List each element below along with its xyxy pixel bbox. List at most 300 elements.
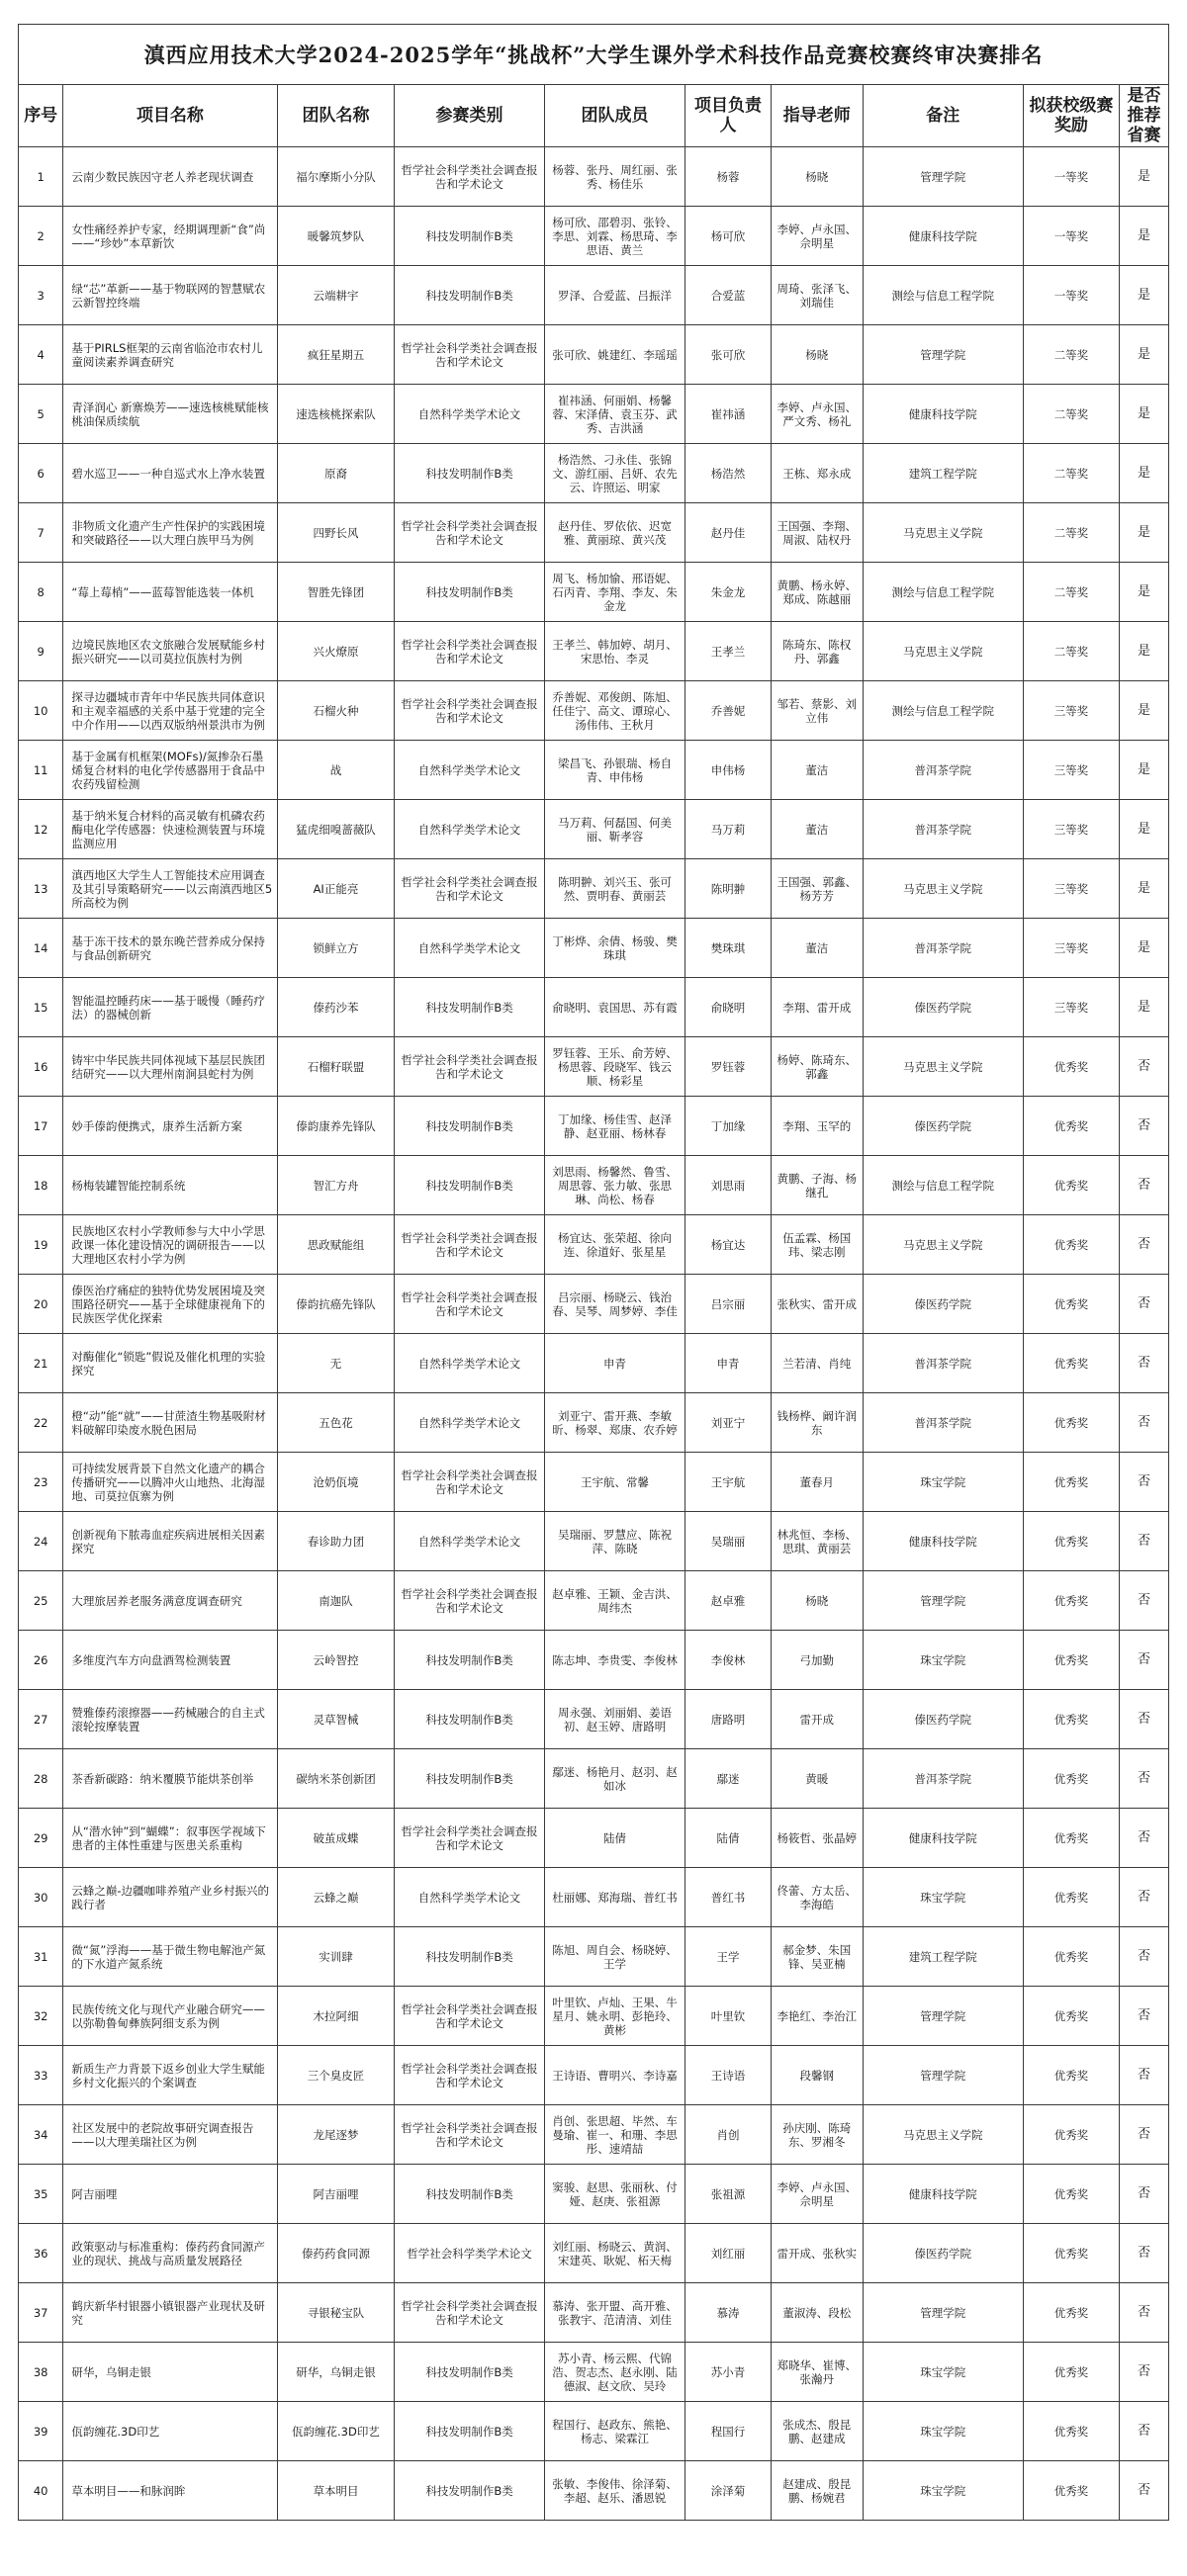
cell-remarks: 测绘与信息工程学院	[863, 266, 1023, 325]
cell-category: 哲学社会科学类社会调查报告和学术论文	[395, 1453, 544, 1512]
cell-project-name: 非物质文化遗产生产性保护的实践困境和突破路径——以大理白族甲马为例	[63, 503, 277, 563]
cell-team-name: 原裔	[277, 444, 395, 503]
cell-remarks: 傣医药学院	[863, 1690, 1023, 1749]
cell-category: 科技发明制作B类	[395, 1156, 544, 1215]
cell-category: 哲学社会科学类社会调查报告和学术论文	[395, 2283, 544, 2343]
cell-category: 自然科学类学术论文	[395, 741, 544, 800]
table-row	[19, 2283, 1169, 2343]
cell-members: 杜丽娜、郑海瑞、普红书	[544, 1868, 685, 1927]
cell-advisor: 李婷、卢永国、佘明星	[771, 207, 863, 266]
cell-members: 杨宜达、张荣超、徐向连、徐道好、张星星	[544, 1215, 685, 1275]
cell-index: 27	[19, 1690, 63, 1749]
cell-index: 37	[19, 2283, 63, 2343]
cell-members: 丁彬烨、余倩、杨骏、樊珠琪	[544, 919, 685, 978]
cell-remarks: 测绘与信息工程学院	[863, 1156, 1023, 1215]
cell-leader: 陆倩	[685, 1809, 771, 1868]
cell-leader: 王诗语	[685, 2046, 771, 2105]
cell-advisor: 李翔、玉罕的	[771, 1097, 863, 1156]
cell-provincial: 否	[1120, 1393, 1169, 1453]
cell-leader: 李俊林	[685, 1631, 771, 1690]
cell-index: 32	[19, 1987, 63, 2046]
table-row	[19, 978, 1169, 1037]
cell-index: 25	[19, 1571, 63, 1631]
cell-advisor: 杨晓	[771, 1571, 863, 1631]
cell-index: 36	[19, 2224, 63, 2283]
cell-provincial: 是	[1120, 800, 1169, 859]
table-row	[19, 1809, 1169, 1868]
cell-index: 39	[19, 2402, 63, 2461]
cell-advisor: 雷开成	[771, 1690, 863, 1749]
cell-provincial: 是	[1120, 444, 1169, 503]
cell-project-name: 从“潜水钟”到“蝴蝶”：叙事医学视域下患者的主体性重建与医患关系重构	[63, 1809, 277, 1868]
cell-remarks: 普洱茶学院	[863, 1334, 1023, 1393]
cell-provincial: 是	[1120, 325, 1169, 385]
cell-team-name: AI正能亮	[277, 859, 395, 919]
cell-remarks: 管理学院	[863, 325, 1023, 385]
cell-project-name: 鹤庆新华村银器小镇银器产业现状及研究	[63, 2283, 277, 2343]
cell-advisor: 黄暖	[771, 1749, 863, 1809]
cell-members: 杨可欣、邵碧羽、张铃、李思、刘霖、杨思琦、李思语、黄兰	[544, 207, 685, 266]
cell-index: 21	[19, 1334, 63, 1393]
cell-provincial: 否	[1120, 1927, 1169, 1987]
cell-remarks: 珠宝学院	[863, 2343, 1023, 2402]
cell-award: 一等奖	[1023, 147, 1119, 207]
cell-index: 29	[19, 1809, 63, 1868]
cell-project-name: 基于纳米复合材料的高灵敏有机磷农药酶电化学传感器：快速检测装置与环境监测应用	[63, 800, 277, 859]
cell-category: 哲学社会科学类学术论文	[395, 2224, 544, 2283]
cell-remarks: 健康科技学院	[863, 207, 1023, 266]
cell-team-name: 云岭智控	[277, 1631, 395, 1690]
table-row	[19, 741, 1169, 800]
cell-project-name: 碧水巡卫——一种自巡式水上净水装置	[63, 444, 277, 503]
cell-index: 31	[19, 1927, 63, 1987]
cell-award: 优秀奖	[1023, 2046, 1119, 2105]
cell-award: 三等奖	[1023, 919, 1119, 978]
table-row	[19, 1453, 1169, 1512]
cell-category: 科技发明制作B类	[395, 444, 544, 503]
cell-members: 刘思雨、杨馨然、鲁雪、周思蓉、张力敏、张思琳、尚松、杨春	[544, 1156, 685, 1215]
cell-provincial: 否	[1120, 2461, 1169, 2521]
cell-category: 科技发明制作B类	[395, 2461, 544, 2521]
cell-provincial: 否	[1120, 2046, 1169, 2105]
column-header-advisor: 指导老师	[771, 85, 863, 147]
cell-leader: 崔祎涵	[685, 385, 771, 444]
cell-index: 28	[19, 1749, 63, 1809]
cell-award: 一等奖	[1023, 207, 1119, 266]
table-row	[19, 207, 1169, 266]
cell-members: 周飞、杨加愉、邢语妮、石丙青、李翔、李友、朱金龙	[544, 563, 685, 622]
cell-project-name: 智能温控睡药床——基于暖慢（睡药疗法）的器械创新	[63, 978, 277, 1037]
cell-category: 哲学社会科学类社会调查报告和学术论文	[395, 1037, 544, 1097]
cell-remarks: 管理学院	[863, 1571, 1023, 1631]
cell-team-name: 木拉阿细	[277, 1987, 395, 2046]
cell-provincial: 否	[1120, 2224, 1169, 2283]
document-title: 滇西应用技术大学2024-2025学年“挑战杯”大学生课外学术科技作品竞赛校赛终审决赛排名	[19, 25, 1169, 85]
cell-award: 优秀奖	[1023, 2343, 1119, 2402]
cell-team-name: 灵草智械	[277, 1690, 395, 1749]
cell-team-name: 速选核桃探索队	[277, 385, 395, 444]
cell-leader: 马万莉	[685, 800, 771, 859]
cell-category: 科技发明制作B类	[395, 1749, 544, 1809]
cell-award: 优秀奖	[1023, 1275, 1119, 1334]
cell-advisor: 林兆恒、李杨、思琪、黄丽芸	[771, 1512, 863, 1571]
cell-category: 哲学社会科学类社会调查报告和学术论文	[395, 622, 544, 681]
cell-advisor: 段馨钢	[771, 2046, 863, 2105]
cell-category: 哲学社会科学类社会调查报告和学术论文	[395, 503, 544, 563]
cell-provincial: 否	[1120, 1334, 1169, 1393]
cell-index: 38	[19, 2343, 63, 2402]
cell-members: 吴瑞丽、罗慧应、陈祝萍、陈晓	[544, 1512, 685, 1571]
cell-provincial: 否	[1120, 1571, 1169, 1631]
cell-project-name: 绿“芯”革新——基于物联网的智慧赋农云新智控终端	[63, 266, 277, 325]
cell-leader: 杨浩然	[685, 444, 771, 503]
cell-remarks: 珠宝学院	[863, 1631, 1023, 1690]
column-header-team-name: 团队名称	[277, 85, 395, 147]
cell-members: 崔祎涵、何丽娟、杨馨蓉、宋泽倩、袁玉芬、武秀、吉洪涵	[544, 385, 685, 444]
cell-project-name: 基于PIRLS框架的云南省临沧市农村儿童阅读素养调查研究	[63, 325, 277, 385]
cell-award: 优秀奖	[1023, 1868, 1119, 1927]
cell-project-name: 佤韵缠花.3D印艺	[63, 2402, 277, 2461]
cell-advisor: 弓加勤	[771, 1631, 863, 1690]
cell-team-name: 草本明目	[277, 2461, 395, 2521]
cell-team-name: 碳纳米茶创新团	[277, 1749, 395, 1809]
cell-project-name: 对酶催化“锁匙”假说及催化机理的实验探究	[63, 1334, 277, 1393]
cell-team-name: 云端耕宇	[277, 266, 395, 325]
cell-project-name: 大理旅居养老服务满意度调查研究	[63, 1571, 277, 1631]
cell-advisor: 钱杨桦、阚许润东	[771, 1393, 863, 1453]
cell-category: 自然科学类学术论文	[395, 1393, 544, 1453]
cell-remarks: 傣医药学院	[863, 1275, 1023, 1334]
column-header-project-name: 项目名称	[63, 85, 277, 147]
cell-remarks: 傣医药学院	[863, 978, 1023, 1037]
column-header-award: 拟获校级赛奖励	[1023, 85, 1119, 147]
cell-provincial: 否	[1120, 1749, 1169, 1809]
cell-provincial: 是	[1120, 978, 1169, 1037]
cell-index: 12	[19, 800, 63, 859]
cell-team-name: 疯狂星期五	[277, 325, 395, 385]
cell-remarks: 普洱茶学院	[863, 919, 1023, 978]
cell-provincial: 是	[1120, 919, 1169, 978]
cell-index: 23	[19, 1453, 63, 1512]
cell-provincial: 否	[1120, 2105, 1169, 2165]
cell-remarks: 健康科技学院	[863, 1809, 1023, 1868]
cell-members: 赵卓雅、王颖、金吉洪、周纬杰	[544, 1571, 685, 1631]
cell-category: 科技发明制作B类	[395, 1690, 544, 1749]
cell-index: 8	[19, 563, 63, 622]
column-header-remarks: 备注	[863, 85, 1023, 147]
table-row	[19, 1393, 1169, 1453]
cell-leader: 程国行	[685, 2402, 771, 2461]
cell-award: 优秀奖	[1023, 1631, 1119, 1690]
cell-project-name: 研华，乌铜走银	[63, 2343, 277, 2402]
cell-project-name: 多维度汽车方向盘酒驾检测装置	[63, 1631, 277, 1690]
cell-award: 优秀奖	[1023, 2461, 1119, 2521]
cell-provincial: 否	[1120, 1512, 1169, 1571]
cell-members: 赵丹佳、罗依依、迟宽雅、黄丽琼、黄兴茂	[544, 503, 685, 563]
cell-category: 科技发明制作B类	[395, 978, 544, 1037]
cell-project-name: 政策驱动与标准重构：傣药药食同源产业的现状、挑战与高质量发展路径	[63, 2224, 277, 2283]
cell-leader: 杨宜达	[685, 1215, 771, 1275]
cell-leader: 合爱蓝	[685, 266, 771, 325]
table-row	[19, 1868, 1169, 1927]
cell-team-name: 云蜂之巅	[277, 1868, 395, 1927]
cell-leader: 叶里钦	[685, 1987, 771, 2046]
cell-category: 哲学社会科学类社会调查报告和学术论文	[395, 325, 544, 385]
table-row	[19, 2165, 1169, 2224]
cell-team-name: 兴火燎原	[277, 622, 395, 681]
cell-advisor: 郝金梦、朱国锋、吴亚楠	[771, 1927, 863, 1987]
cell-members: 陆倩	[544, 1809, 685, 1868]
cell-advisor: 董洁	[771, 800, 863, 859]
table-row	[19, 266, 1169, 325]
table-row	[19, 503, 1169, 563]
cell-award: 优秀奖	[1023, 1156, 1119, 1215]
cell-team-name: 傣韵康养先锋队	[277, 1097, 395, 1156]
cell-index: 35	[19, 2165, 63, 2224]
cell-advisor: 兰若清、肖纯	[771, 1334, 863, 1393]
cell-award: 二等奖	[1023, 385, 1119, 444]
cell-members: 慕涛、张开盟、高开雅、张教宇、范清清、刘佳	[544, 2283, 685, 2343]
cell-project-name: “莓上莓梢”——蓝莓智能选装一体机	[63, 563, 277, 622]
cell-category: 哲学社会科学类社会调查报告和学术论文	[395, 1215, 544, 1275]
cell-members: 肖创、张思超、毕然、车曼瑜、崔一、和珊、李思彤、速靖喆	[544, 2105, 685, 2165]
cell-advisor: 杨筱哲、张晶婷	[771, 1809, 863, 1868]
cell-category: 科技发明制作B类	[395, 1631, 544, 1690]
cell-category: 自然科学类学术论文	[395, 1868, 544, 1927]
cell-index: 20	[19, 1275, 63, 1334]
cell-index: 14	[19, 919, 63, 978]
cell-leader: 张可欣	[685, 325, 771, 385]
cell-remarks: 马克思主义学院	[863, 503, 1023, 563]
cell-category: 哲学社会科学类社会调查报告和学术论文	[395, 859, 544, 919]
cell-award: 优秀奖	[1023, 1690, 1119, 1749]
cell-award: 优秀奖	[1023, 1393, 1119, 1453]
cell-provincial: 否	[1120, 2402, 1169, 2461]
table-row	[19, 563, 1169, 622]
cell-provincial: 否	[1120, 1690, 1169, 1749]
cell-remarks: 傣医药学院	[863, 1097, 1023, 1156]
cell-award: 优秀奖	[1023, 1453, 1119, 1512]
cell-project-name: 民族传统文化与现代产业融合研究——以弥勒鲁甸彝族阿细支系为例	[63, 1987, 277, 2046]
cell-provincial: 否	[1120, 1453, 1169, 1512]
table-row	[19, 1927, 1169, 1987]
cell-award: 优秀奖	[1023, 2224, 1119, 2283]
cell-leader: 王学	[685, 1927, 771, 1987]
cell-leader: 俞晓明	[685, 978, 771, 1037]
cell-index: 2	[19, 207, 63, 266]
cell-index: 40	[19, 2461, 63, 2521]
cell-award: 优秀奖	[1023, 1809, 1119, 1868]
cell-provincial: 否	[1120, 1275, 1169, 1334]
cell-award: 三等奖	[1023, 859, 1119, 919]
column-header-provincial: 是否推荐省赛	[1120, 85, 1169, 147]
cell-category: 哲学社会科学类社会调查报告和学术论文	[395, 1809, 544, 1868]
cell-leader: 张祖源	[685, 2165, 771, 2224]
table-row	[19, 1987, 1169, 2046]
cell-members: 苏小青、杨云熙、代锦浩、贺志杰、赵永刚、陆德淑、赵文欣、吴玲	[544, 2343, 685, 2402]
cell-category: 科技发明制作B类	[395, 2165, 544, 2224]
cell-award: 二等奖	[1023, 563, 1119, 622]
cell-advisor: 孙庆刚、陈琦东、罗湘冬	[771, 2105, 863, 2165]
cell-provincial: 是	[1120, 147, 1169, 207]
cell-award: 优秀奖	[1023, 1334, 1119, 1393]
cell-leader: 杨蓉	[685, 147, 771, 207]
table-row	[19, 1215, 1169, 1275]
cell-remarks: 普洱茶学院	[863, 741, 1023, 800]
cell-category: 科技发明制作B类	[395, 2402, 544, 2461]
cell-index: 30	[19, 1868, 63, 1927]
table-row	[19, 1749, 1169, 1809]
cell-provincial: 是	[1120, 385, 1169, 444]
cell-category: 自然科学类学术论文	[395, 1334, 544, 1393]
table-row	[19, 1275, 1169, 1334]
cell-leader: 赵丹佳	[685, 503, 771, 563]
cell-index: 1	[19, 147, 63, 207]
cell-leader: 刘亚宁	[685, 1393, 771, 1453]
cell-remarks: 管理学院	[863, 2283, 1023, 2343]
cell-project-name: 妙手傣韵便携式，康养生活新方案	[63, 1097, 277, 1156]
cell-project-name: 基于金属有机框架(MOFs)/氮掺杂石墨烯复合材料的电化学传感器用于食品中农药残留检测	[63, 741, 277, 800]
cell-award: 优秀奖	[1023, 1987, 1119, 2046]
cell-project-name: 探寻边疆城市青年中华民族共同体意识和主观幸福感的关系中基于党建的完全中介作用——以西双版纳州景洪市为例	[63, 681, 277, 741]
cell-team-name: 五色花	[277, 1393, 395, 1453]
cell-remarks: 珠宝学院	[863, 1453, 1023, 1512]
cell-provincial: 是	[1120, 681, 1169, 741]
cell-remarks: 马克思主义学院	[863, 1215, 1023, 1275]
cell-advisor: 董洁	[771, 919, 863, 978]
cell-team-name: 南迦队	[277, 1571, 395, 1631]
cell-category: 自然科学类学术论文	[395, 919, 544, 978]
cell-team-name: 智胜先锋团	[277, 563, 395, 622]
cell-members: 梁昌飞、孙银瑞、杨自青、申伟杨	[544, 741, 685, 800]
cell-leader: 吕宗丽	[685, 1275, 771, 1334]
cell-advisor: 李艳红、李治江	[771, 1987, 863, 2046]
table-row	[19, 1631, 1169, 1690]
cell-team-name: 实训肆	[277, 1927, 395, 1987]
cell-advisor: 张成杰、殷昆鹏、赵建成	[771, 2402, 863, 2461]
cell-index: 24	[19, 1512, 63, 1571]
cell-award: 三等奖	[1023, 800, 1119, 859]
cell-project-name: 社区发展中的老院故事研究调查报告——以大理美瑞社区为例	[63, 2105, 277, 2165]
cell-project-name: 杨梅装罐智能控制系统	[63, 1156, 277, 1215]
cell-project-name: 茶香新碳路：纳米覆膜节能烘茶创举	[63, 1749, 277, 1809]
ranking-table	[18, 24, 1169, 2521]
cell-remarks: 普洱茶学院	[863, 1749, 1023, 1809]
cell-remarks: 健康科技学院	[863, 385, 1023, 444]
cell-advisor: 杨晓	[771, 325, 863, 385]
cell-team-name: 锁鲜立方	[277, 919, 395, 978]
table-row	[19, 1334, 1169, 1393]
cell-project-name: 新质生产力背景下返乡创业大学生赋能乡村文化振兴的个案调查	[63, 2046, 277, 2105]
cell-members: 陈明翀、刘兴玉、张可然、贾明春、黄丽芸	[544, 859, 685, 919]
cell-leader: 朱金龙	[685, 563, 771, 622]
cell-index: 15	[19, 978, 63, 1037]
cell-team-name: 无	[277, 1334, 395, 1393]
cell-advisor: 周琦、张泽飞、刘瑞佳	[771, 266, 863, 325]
cell-category: 哲学社会科学类社会调查报告和学术论文	[395, 1987, 544, 2046]
cell-leader: 普红书	[685, 1868, 771, 1927]
cell-members: 杨蓉、张丹、周红丽、张秀、杨佳乐	[544, 147, 685, 207]
cell-leader: 罗钰蓉	[685, 1037, 771, 1097]
cell-remarks: 测绘与信息工程学院	[863, 563, 1023, 622]
cell-remarks: 管理学院	[863, 1987, 1023, 2046]
cell-award: 二等奖	[1023, 503, 1119, 563]
cell-members: 陈志坤、李贵雯、李俊林	[544, 1631, 685, 1690]
table-row	[19, 2046, 1169, 2105]
cell-remarks: 管理学院	[863, 2046, 1023, 2105]
cell-provincial: 否	[1120, 1097, 1169, 1156]
cell-team-name: 思政赋能组	[277, 1215, 395, 1275]
table-row	[19, 2343, 1169, 2402]
cell-members: 窦骏、赵思、张丽秋、付娅、赵庚、张祖源	[544, 2165, 685, 2224]
cell-index: 34	[19, 2105, 63, 2165]
cell-category: 自然科学类学术论文	[395, 800, 544, 859]
cell-award: 二等奖	[1023, 325, 1119, 385]
table-row	[19, 1037, 1169, 1097]
cell-advisor: 杨晓	[771, 147, 863, 207]
cell-advisor: 雷开成、张秋实	[771, 2224, 863, 2283]
cell-team-name: 石榴籽联盟	[277, 1037, 395, 1097]
cell-remarks: 健康科技学院	[863, 1512, 1023, 1571]
cell-remarks: 普洱茶学院	[863, 800, 1023, 859]
cell-category: 科技发明制作B类	[395, 2343, 544, 2402]
cell-project-name: 边境民族地区农文旅融合发展赋能乡村振兴研究——以司莫拉佤族村为例	[63, 622, 277, 681]
cell-award: 优秀奖	[1023, 1512, 1119, 1571]
cell-advisor: 董淑涛、段松	[771, 2283, 863, 2343]
cell-leader: 申伟杨	[685, 741, 771, 800]
cell-provincial: 否	[1120, 2283, 1169, 2343]
cell-advisor: 伍孟霖、杨国玮、梁志刚	[771, 1215, 863, 1275]
cell-award: 二等奖	[1023, 444, 1119, 503]
cell-project-name: 微“氮”浮海——基于微生物电解池产氮的下水道产氮系统	[63, 1927, 277, 1987]
cell-advisor: 李婷、卢永国、严文秀、杨礼	[771, 385, 863, 444]
cell-remarks: 普洱茶学院	[863, 1393, 1023, 1453]
cell-members: 张可欣、姚建红、李瑶瑶	[544, 325, 685, 385]
cell-award: 优秀奖	[1023, 2402, 1119, 2461]
table-row	[19, 1512, 1169, 1571]
table-row	[19, 622, 1169, 681]
cell-award: 优秀奖	[1023, 2105, 1119, 2165]
cell-advisor: 邹若、蔡影、刘立伟	[771, 681, 863, 741]
cell-provincial: 否	[1120, 2165, 1169, 2224]
cell-leader: 申青	[685, 1334, 771, 1393]
table-row	[19, 681, 1169, 741]
cell-remarks: 傣医药学院	[863, 2224, 1023, 2283]
cell-team-name: 傣药沙苯	[277, 978, 395, 1037]
cell-leader: 刘思雨	[685, 1156, 771, 1215]
cell-members: 程国行、赵政东、熊艳、杨志、梁霖江	[544, 2402, 685, 2461]
cell-members: 乔善妮、邓俊朗、陈旭、任佳宁、高文、谭琼心、汤伟伟、王秋月	[544, 681, 685, 741]
cell-provincial: 是	[1120, 622, 1169, 681]
cell-award: 优秀奖	[1023, 1097, 1119, 1156]
cell-leader: 赵卓雅	[685, 1571, 771, 1631]
table-row	[19, 859, 1169, 919]
cell-provincial: 否	[1120, 1987, 1169, 2046]
table-row	[19, 1571, 1169, 1631]
cell-category: 科技发明制作B类	[395, 266, 544, 325]
cell-team-name: 研华，乌铜走银	[277, 2343, 395, 2402]
cell-members: 刘亚宁、雷开燕、李敏昕、杨翠、郑康、农乔婷	[544, 1393, 685, 1453]
cell-award: 优秀奖	[1023, 1927, 1119, 1987]
cell-team-name: 三个臭皮匠	[277, 2046, 395, 2105]
cell-provincial: 否	[1120, 1037, 1169, 1097]
cell-remarks: 马克思主义学院	[863, 1037, 1023, 1097]
cell-index: 9	[19, 622, 63, 681]
cell-project-name: 云南少数民族因守老人养老现状调查	[63, 147, 277, 207]
cell-advisor: 李翔、雷开成	[771, 978, 863, 1037]
cell-leader: 王孝兰	[685, 622, 771, 681]
cell-project-name: 民族地区农村小学教师参与大中小学思政课一体化建设情况的调研报告——以大理地区农村小学为例	[63, 1215, 277, 1275]
